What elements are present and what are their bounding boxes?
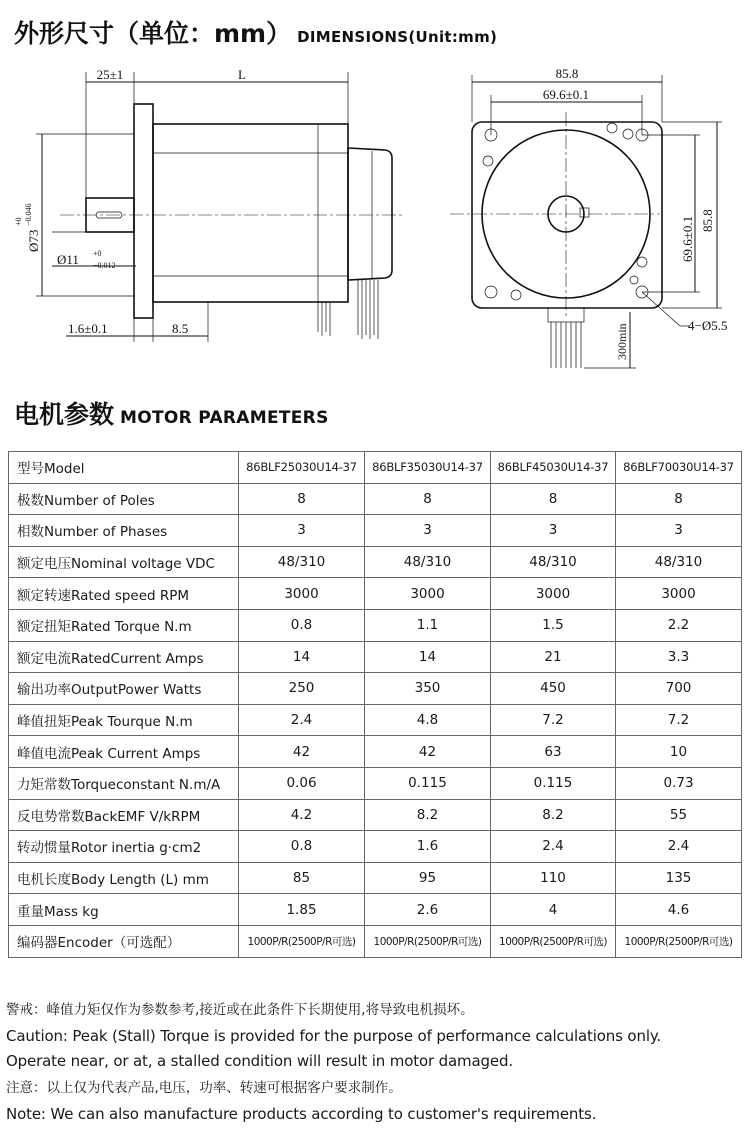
dim-hole-spacing-v: 69.6±0.1	[680, 215, 695, 262]
row-label: 型号Model	[9, 452, 239, 484]
table-row-back-emf	[9, 799, 742, 831]
cell-value: 55	[616, 799, 742, 831]
dim-flange-tol-lower: −0.046	[24, 203, 33, 226]
dimensions-title-en: DIMENSIONS(Unit:mm)	[297, 28, 498, 46]
dim-flange-dia: Ø73	[26, 229, 41, 252]
dimension-drawing	[0, 50, 750, 380]
dimensions-title-cn: 外形尺寸（单位：mm）	[14, 19, 292, 48]
cell-value: 10	[616, 736, 742, 768]
dim-front-width: 85.8	[555, 66, 579, 81]
cell-value: 85	[239, 862, 365, 894]
cell-value: 3000	[239, 578, 365, 610]
cell-value: 1000P/R(2500P/R可选)	[239, 925, 365, 957]
table-row-body-length	[9, 862, 742, 894]
parameters-title-en: MOTOR PARAMETERS	[120, 408, 329, 428]
cell-value: 8	[491, 483, 616, 515]
row-label: 电机长度Body Length (L) mm	[9, 862, 239, 894]
cell-value: 14	[239, 641, 365, 673]
cell-value: 3	[491, 515, 616, 547]
dim-lead-length: 300min	[615, 323, 629, 360]
dim-mount-holes: 4−Ø5.5	[688, 318, 728, 333]
cell-value: 1.85	[239, 894, 365, 926]
cell-value: 21	[491, 641, 616, 673]
cell-value: 95	[365, 862, 491, 894]
dim-flange-tol-upper: +0	[14, 217, 23, 226]
table-row-torque	[9, 609, 742, 641]
cell-value: 3.3	[616, 641, 742, 673]
warning-cn: 警戒：峰值力矩仅作为参数参考,接近或在此条件下长期使用,将导致电机损坏。	[6, 1002, 474, 1018]
cell-value: 8.2	[491, 799, 616, 831]
notes-section	[6, 996, 746, 1127]
table-row-peak-current	[9, 736, 742, 768]
end-cap	[348, 148, 392, 280]
note-cn: 注意：以上仅为代表产品,电压，功率、转速可根据客户要求制作。	[6, 1080, 402, 1096]
table-row-speed	[9, 578, 742, 610]
cell-value: 86BLF45030U14-37	[491, 452, 616, 484]
cell-value: 1.5	[491, 609, 616, 641]
dim-boss-length: 8.5	[172, 321, 189, 336]
dim-front-height: 85.8	[700, 209, 715, 232]
cell-value: 2.4	[616, 831, 742, 863]
row-label: 额定电流RatedCurrent Amps	[9, 641, 239, 673]
parameters-heading	[14, 395, 329, 431]
table-row-voltage	[9, 546, 742, 578]
cell-value: 1000P/R(2500P/R可选)	[616, 925, 742, 957]
cell-value: 2.4	[491, 831, 616, 863]
row-label: 额定转速Rated speed RPM	[9, 578, 239, 610]
cell-value: 8.2	[365, 799, 491, 831]
cell-value: 0.115	[491, 767, 616, 799]
cell-value: 350	[365, 673, 491, 705]
dim-shaft-tol-upper: +0	[93, 249, 102, 258]
row-label: 峰值电流Peak Current Amps	[9, 736, 239, 768]
row-label: 重量Mass kg	[9, 894, 239, 926]
cell-value: 4.2	[239, 799, 365, 831]
cell-value: 110	[491, 862, 616, 894]
dim-flange-thickness: 1.6±0.1	[68, 321, 108, 336]
cell-value: 42	[239, 736, 365, 768]
cell-value: 8	[365, 483, 491, 515]
table-row-peak-torque	[9, 704, 742, 736]
dim-shaft-tol-lower: −0.012	[93, 261, 116, 270]
flange	[134, 104, 153, 318]
table-row-torque-constant	[9, 767, 742, 799]
dim-body-length: L	[238, 67, 246, 82]
cell-value: 0.06	[239, 767, 365, 799]
row-label: 额定电压Nominal voltage VDC	[9, 546, 239, 578]
cell-value: 42	[365, 736, 491, 768]
table-row-inertia	[9, 831, 742, 863]
row-label: 相数Number of Phases	[9, 515, 239, 547]
cell-value: 2.4	[239, 704, 365, 736]
cell-value: 0.115	[365, 767, 491, 799]
motor-parameters-table	[8, 451, 742, 958]
dim-shaft-dia: Ø11	[57, 252, 79, 267]
row-label: 转动惯量Rotor inertia g·cm2	[9, 831, 239, 863]
table-row-phases	[9, 515, 742, 547]
cell-value: 8	[616, 483, 742, 515]
front-lead-wires	[551, 322, 581, 368]
cell-value: 48/310	[491, 546, 616, 578]
cell-value: 3	[365, 515, 491, 547]
cell-value: 1000P/R(2500P/R可选)	[491, 925, 616, 957]
row-label: 极数Number of Poles	[9, 483, 239, 515]
table-row-power	[9, 673, 742, 705]
cell-value: 63	[491, 736, 616, 768]
table-row-current	[9, 641, 742, 673]
caution-en-line2: Operate near, or at, a stalled condition will result in motor damaged.	[6, 1052, 513, 1070]
side-view	[14, 67, 405, 342]
cell-value: 450	[491, 673, 616, 705]
cell-value: 8	[239, 483, 365, 515]
cell-value: 250	[239, 673, 365, 705]
cell-value: 700	[616, 673, 742, 705]
cell-value: 4.8	[365, 704, 491, 736]
row-label: 编码器Encoder（可选配）	[9, 925, 239, 957]
motor-body	[153, 124, 348, 302]
cell-value: 7.2	[616, 704, 742, 736]
cell-value: 4.6	[616, 894, 742, 926]
cell-value: 0.8	[239, 831, 365, 863]
cell-value: 1.1	[365, 609, 491, 641]
cell-value: 1.6	[365, 831, 491, 863]
table-row-mass	[9, 894, 742, 926]
cell-value: 86BLF70030U14-37	[616, 452, 742, 484]
cell-value: 2.2	[616, 609, 742, 641]
parameters-title-cn: 电机参数	[14, 400, 115, 429]
cell-value: 2.6	[365, 894, 491, 926]
table-row-encoder	[9, 925, 742, 957]
cell-value: 14	[365, 641, 491, 673]
cell-value: 1000P/R(2500P/R可选)	[365, 925, 491, 957]
row-label: 力矩常数Torqueconstant N.m/A	[9, 767, 239, 799]
dim-shaft-length: 25±1	[96, 67, 124, 82]
mount-hole	[485, 286, 497, 298]
front-view	[450, 66, 727, 368]
table-row-model	[9, 452, 742, 484]
cell-value: 0.73	[616, 767, 742, 799]
dimensions-heading	[14, 14, 497, 50]
cell-value: 3000	[365, 578, 491, 610]
note-en: Note: We can also manufacture products according to customer's requirements.	[6, 1105, 597, 1123]
cell-value: 135	[616, 862, 742, 894]
cell-value: 3	[239, 515, 365, 547]
cell-value: 0.8	[239, 609, 365, 641]
front-flange	[472, 122, 662, 308]
dim-hole-spacing-h: 69.6±0.1	[542, 87, 590, 102]
cell-value: 7.2	[491, 704, 616, 736]
table-row-poles	[9, 483, 742, 515]
cell-value: 4	[491, 894, 616, 926]
row-label: 峰值扭矩Peak Tourque N.m	[9, 704, 239, 736]
cell-value: 3	[616, 515, 742, 547]
cell-value: 3000	[491, 578, 616, 610]
row-label: 额定扭矩Rated Torque N.m	[9, 609, 239, 641]
cell-value: 86BLF25030U14-37	[239, 452, 365, 484]
row-label: 输出功率OutputPower Watts	[9, 673, 239, 705]
cell-value: 48/310	[239, 546, 365, 578]
caution-en-line1: Caution: Peak (Stall) Torque is provided for the purpose of performance calculations only.	[6, 1027, 662, 1045]
cell-value: 3000	[616, 578, 742, 610]
cell-value: 48/310	[365, 546, 491, 578]
cell-value: 86BLF35030U14-37	[365, 452, 491, 484]
cell-value: 48/310	[616, 546, 742, 578]
row-label: 反电势常数BackEMF V/kRPM	[9, 799, 239, 831]
